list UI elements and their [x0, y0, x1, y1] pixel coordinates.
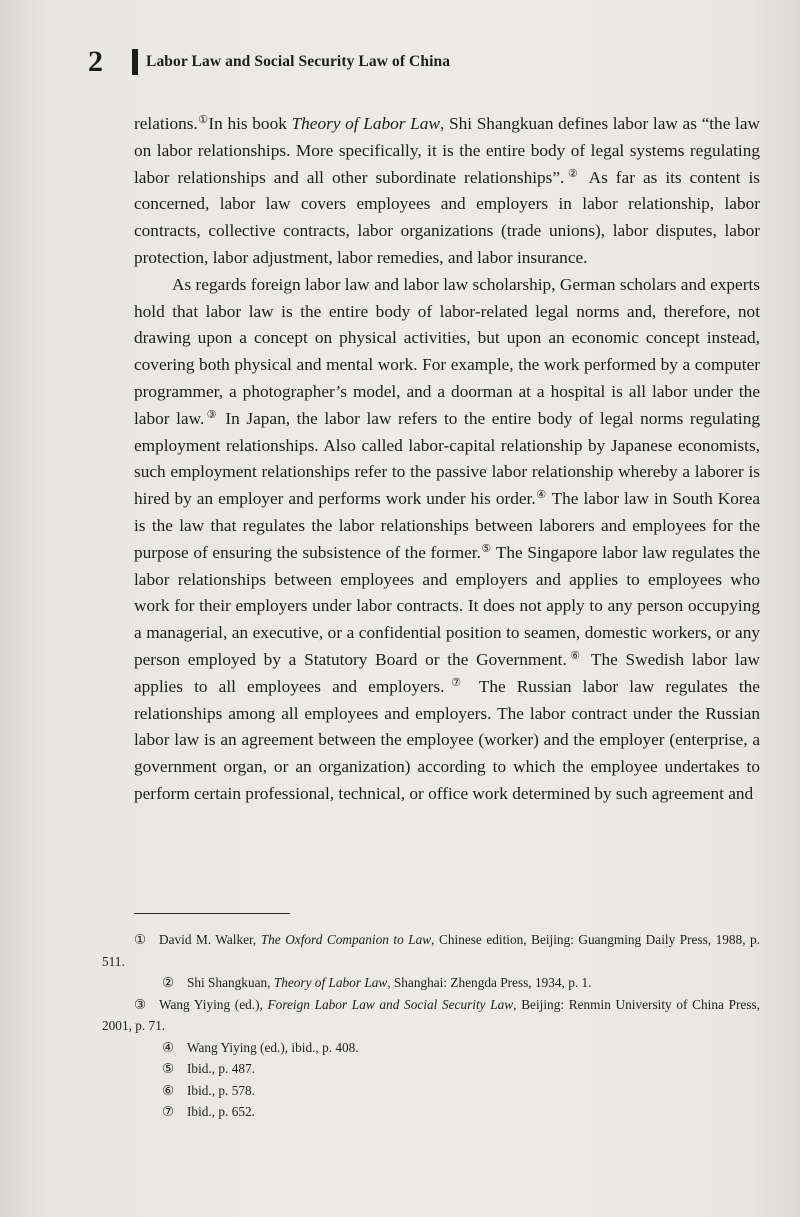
- footnote-ref-5[interactable]: ⑤: [480, 542, 492, 555]
- footnote-ref-3[interactable]: ③: [204, 408, 219, 421]
- running-title: Labor Law and Social Security Law of China: [146, 53, 451, 70]
- footnotes: [102, 929, 761, 1123]
- footnote-marker: ⑤: [162, 1061, 174, 1076]
- footnote-rule: [134, 913, 290, 914]
- page-header: [88, 44, 450, 80]
- paragraph-1: relations.①In his book Theory of Labor Law, Shi Shangkuan defines labor law as “the law on labor relationships. More specifically, it is the entire body of legal systems regulating labor relationships and all other subordinate relationships”.② As far as its content is concerned, labor law covers employees and employers in labor relationship, labor contracts, collective contracts, labor organizations (trade unions), labor disputes, labor protection, labor adjustment, labor remedies, and labor insurance.: [134, 114, 760, 267]
- footnote-marker: ④: [162, 1039, 174, 1055]
- header-divider-bar: [132, 49, 138, 75]
- footnote-item: ⑥ Ibid., p. 578.: [134, 1080, 760, 1102]
- footnote-item: ② Shi Shangkuan, Theory of Labor Law, Shanghai: Zhengda Press, 1934, p. 1.: [134, 972, 760, 994]
- page-number: 2: [88, 45, 103, 78]
- footnote-item: ③ Wang Yiying (ed.), Foreign Labor Law and Social Security Law, Beijing: Renmin University of China Press, 2001, p. 71.: [102, 994, 760, 1037]
- footnote-ref-1[interactable]: ①: [197, 114, 209, 126]
- footnote-ref-7[interactable]: ⑦: [444, 676, 468, 689]
- footnote-marker: ⑦: [162, 1104, 174, 1119]
- footnote-marker: ②: [162, 975, 174, 990]
- footnote-ref-2[interactable]: ②: [564, 167, 582, 180]
- body-text: [134, 111, 760, 808]
- paragraph-2: As regards foreign labor law and labor law scholarship, German scholars and experts hold that labor law is the entire body of labor-related legal norms and, therefore, not drawing upon a concept on physical activities, but upon an economic concept instead, covering both physical and mental work. For example, the work performed by a computer programmer, a photographer’s model, and a doorman at a hospital is all labor under the labor law.③ In Japan, the labor law refers to the entire body of legal norms regulating employment relationships. Also called labor-capital relationship by Japanese economists, such employment relationships refer to the passive labor relationship whereby a laborer is hired by an employer and performs work under his order.④ The labor law in South Korea is the law that regulates the labor relationships between laborers and employees for the purpose of ensuring the subsistence of the former.⑤ The Singapore labor law regulates the labor relationships between employees and employers and applies to employees who work for their employers under labor contracts. It does not apply to any person occupying a managerial, an executive, or a confidential position to seamen, domestic workers, or any person employed by a Statutory Board or the Government.⑥ The Swedish labor law applies to all employees and employers.⑦ The Russian labor law regulates the relationships among all employees and employers. The labor contract under the Russian labor law is an agreement between the employee (worker) and the employer (enterprise, a government organ, or an organization) according to which the employee undertakes to perform certain professional, technical, or office work determined by such agreement and: [134, 274, 760, 803]
- footnote-item: ① David M. Walker, The Oxford Companion to Law, Chinese edition, Beijing: Guangming Daily Press, 1988, p. 511.: [102, 929, 760, 972]
- book-title: Theory of Labor Law: [291, 114, 440, 133]
- footnote-marker: ⑥: [162, 1082, 174, 1098]
- footnote-ref-4[interactable]: ④: [535, 489, 547, 502]
- footnote-marker: ③: [134, 996, 146, 1012]
- footnote-ref-6[interactable]: ⑥: [566, 649, 584, 662]
- footnote-item: ④ Wang Yiying (ed.), ibid., p. 408.: [134, 1037, 760, 1059]
- footnote-item: ⑤ Ibid., p. 487.: [134, 1058, 760, 1080]
- footnote-marker: ①: [134, 932, 146, 947]
- footnote-item: ⑦ Ibid., p. 652.: [134, 1101, 760, 1123]
